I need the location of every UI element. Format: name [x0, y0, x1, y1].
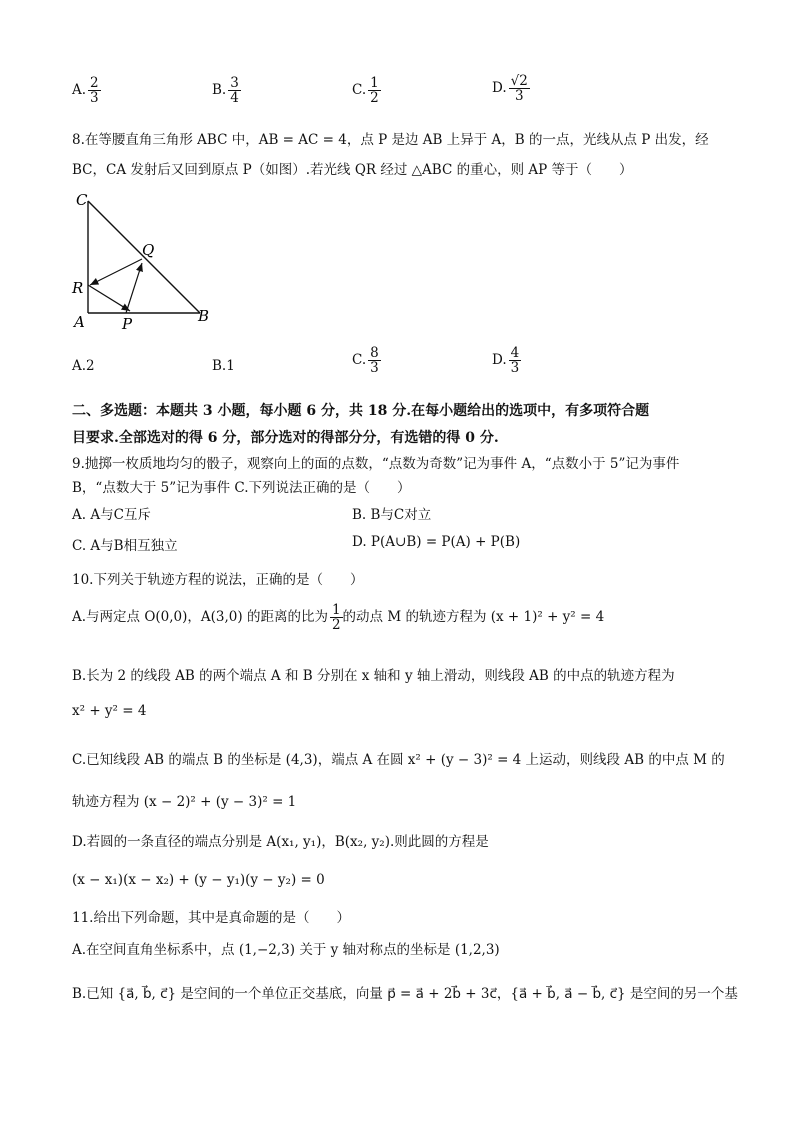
section2-heading-line1: 二、多选题：本题共 3 小题，每小题 6 分，共 18 分.在每小题给出的选项中，有多项符合题: [72, 403, 650, 419]
q8-option-d: D. $\frac{4}{3}$: [492, 345, 520, 377]
q10-stem: 10.下列关于轨迹方程的说法，正确的是（ ）: [72, 572, 364, 588]
fraction: $\frac{3}{4}$: [230, 75, 239, 107]
q10-option-d-line1: D.若圆的一条直径的端点分别是 A(x₁, y₁)，B(x₂, y₂).则此圆的方程是: [72, 834, 489, 850]
label-a: A: [74, 313, 85, 331]
q8-stem-line2: BC，CA 发射后又回到原点 P（如图）.若光线 QR 经过 △ABC 的重心，则 AP 等于（ ）: [72, 162, 633, 178]
fraction: $\frac{√2}{3}$: [510, 73, 528, 105]
q8-triangle-figure: [60, 185, 230, 335]
q8-stem-line1: 8.在等腰直角三角形 ABC 中，AB = AC = 4，点 P 是边 AB 上异于 A，B 的一点，光线从点 P 出发，经: [72, 132, 709, 148]
q10-option-b-line1: B.长为 2 的线段 AB 的两个端点 A 和 B 分别在 x 轴和 y 轴上滑动，则线段 AB 的中点的轨迹方程为: [72, 668, 675, 684]
q8-option-c: C. $\frac{8}{3}$: [352, 345, 379, 377]
q11-option-a: A.在空间直角坐标系中，点 (1,−2,3) 关于 y 轴对称点的坐标是 (1,2,3): [72, 942, 500, 958]
q10-option-c-line2: 轨迹方程为 (x − 2)² + (y − 3)² = 1: [72, 794, 297, 810]
ray-qr: [90, 259, 142, 285]
ray-rp: [88, 285, 130, 311]
ray-pq: [126, 263, 142, 313]
q7-option-a: A. $\frac{2}{3}$: [72, 75, 99, 107]
label-p: P: [122, 315, 133, 333]
q7-option-d: D. $\frac{√2}{3}$: [492, 73, 528, 105]
q8-option-a: A.2: [72, 358, 95, 374]
q10-option-d-line2: (x − x₁)(x − x₂) + (y − y₁)(y − y₂) = 0: [72, 872, 325, 888]
label-b: B: [198, 307, 210, 325]
q7-option-c: C. $\frac{1}{2}$: [352, 75, 379, 107]
fraction: $\frac{1}{2}$: [331, 602, 341, 634]
label-q: Q: [142, 241, 155, 259]
section2-heading-line2: 目要求.全部选对的得 6 分，部分选对的得部分分，有选错的得 0 分.: [72, 430, 499, 446]
q11-option-b: B.已知 {a⃗, b⃗, c⃗} 是空间的一个单位正交基底，向量 p⃗ = a⃗ + 2b⃗ + 3c⃗，{a⃗ + b⃗, a⃗ − b⃗, c⃗} 是空间的另一个基: [72, 986, 738, 1002]
fraction: $\frac{4}{3}$: [510, 345, 520, 377]
fraction: $\frac{1}{2}$: [370, 75, 379, 107]
q9-stem-line2: B，“点数大于 5”记为事件 C.下列说法正确的是（ ）: [72, 480, 411, 496]
q8-option-b: B.1: [212, 358, 235, 374]
label-c: C: [76, 191, 88, 209]
q11-stem: 11.给出下列命题，其中是真命题的是（ ）: [72, 910, 350, 926]
label-r: R: [72, 279, 84, 297]
q10-option-b-line2: x² + y² = 4: [72, 703, 147, 719]
q10-option-c-line1: C.已知线段 AB 的端点 B 的坐标是 (4,3)，端点 A 在圆 x² + (y − 3)² = 4 上运动，则线段 AB 的中点 M 的: [72, 752, 725, 768]
fraction: $\frac{2}{3}$: [90, 75, 99, 107]
q9-option-a: A. A与C互斥: [72, 507, 151, 523]
q10-option-a: A.与两定点 O(0,0)，A(3,0) 的距离的比为 $\frac{1}{2}$ 的动点 M 的轨迹方程为 (x + 1)² + y² = 4: [72, 602, 605, 634]
q9-option-d: D. P(A∪B) = P(A) + P(B): [352, 534, 521, 550]
q7-option-b: B. $\frac{3}{4}$: [212, 75, 239, 107]
q9-stem-line1: 9.抛掷一枚质地均匀的骰子，观察向上的面的点数，“点数为奇数”记为事件 A，“点数小于 5”记为事件: [72, 456, 680, 472]
q9-option-b: B. B与C对立: [352, 507, 432, 523]
fraction: $\frac{8}{3}$: [370, 345, 379, 377]
q9-option-c: C. A与B相互独立: [72, 538, 178, 554]
